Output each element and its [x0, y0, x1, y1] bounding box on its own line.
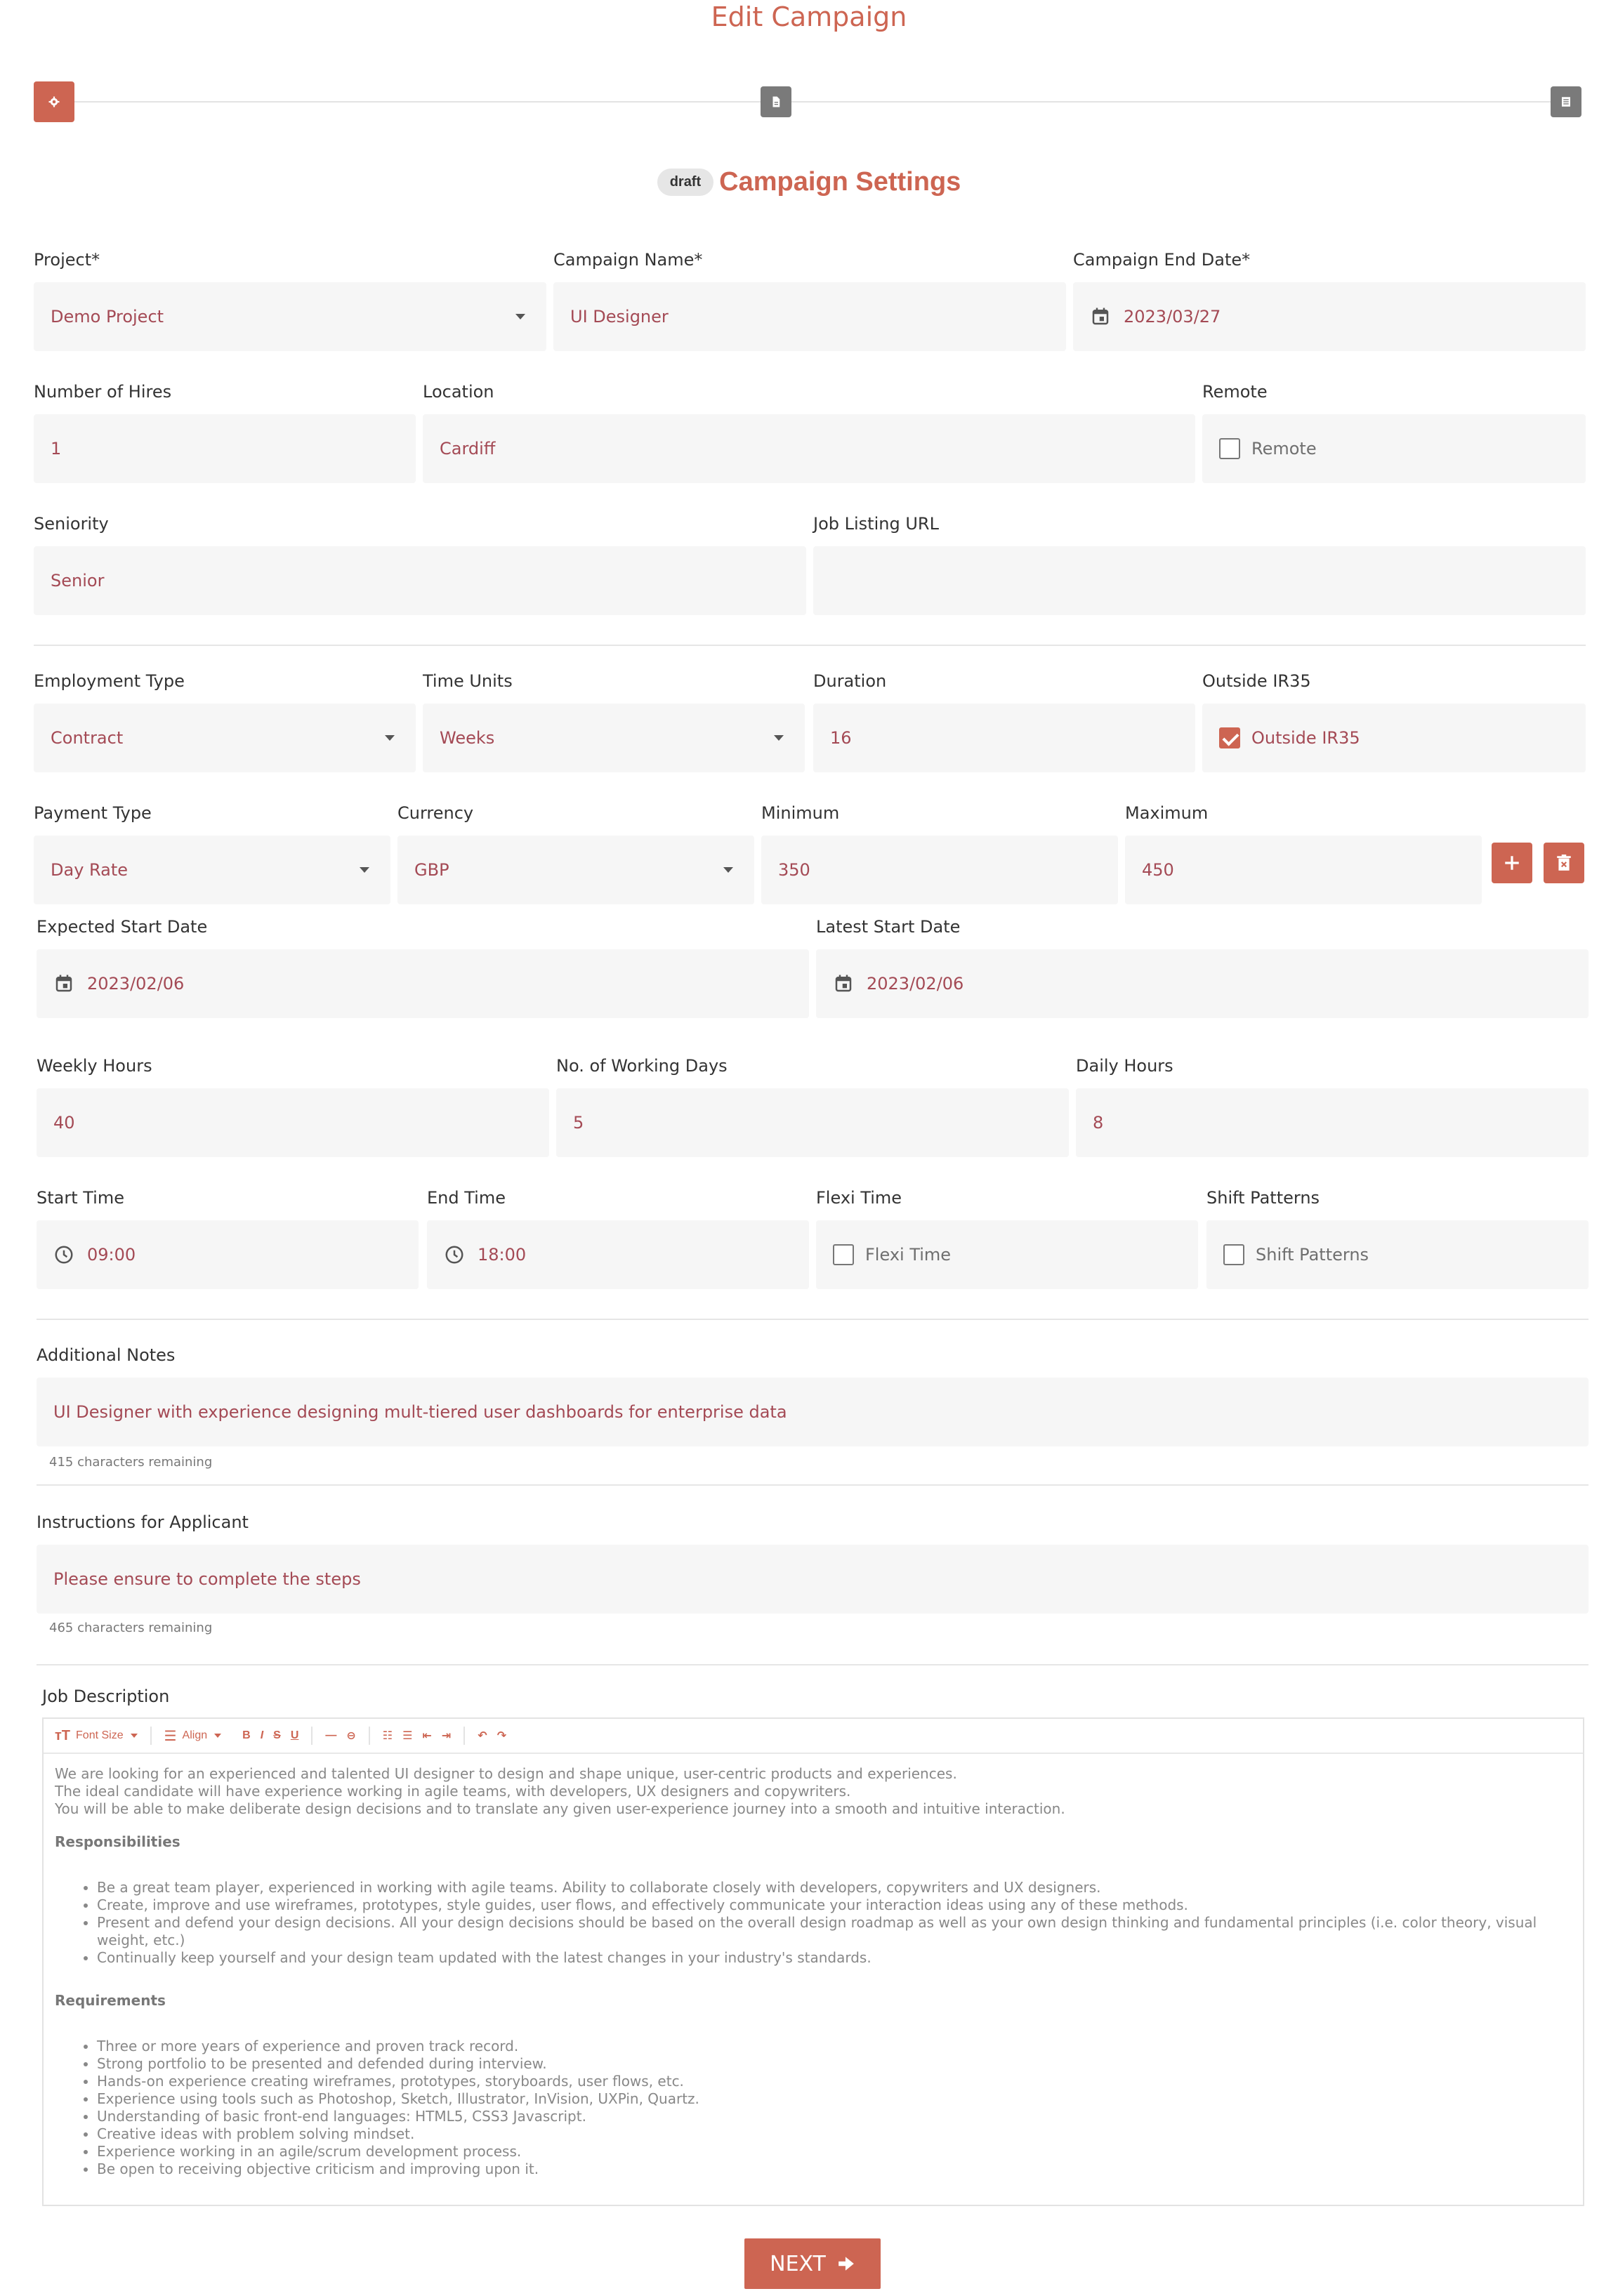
hires-value: 1 [51, 439, 62, 458]
duration-input[interactable] [813, 704, 1195, 772]
latest-start-value: 2023/02/06 [867, 974, 964, 994]
align-left-icon: ☰ [164, 1728, 177, 1744]
responsibilities-heading: Responsibilities [55, 1833, 180, 1850]
employment-type-value: Contract [51, 728, 124, 748]
instructions-value: Please ensure to complete the steps [53, 1569, 361, 1589]
toolbar-separator [369, 1727, 370, 1745]
notes-textarea[interactable] [37, 1378, 1589, 1446]
duration-label: Duration [813, 671, 887, 691]
end-date-value: 2023/03/27 [1124, 307, 1221, 326]
time-units-value: Weeks [440, 728, 495, 748]
end-time-label: End Time [427, 1188, 506, 1208]
chevron-down-icon [515, 314, 525, 319]
status-badge: draft [657, 169, 713, 196]
editor-toolbar [44, 1719, 1583, 1754]
chevron-down-icon [385, 735, 395, 741]
redo-icon[interactable]: ↷ [496, 1730, 507, 1742]
flexi-option-label: Flexi Time [865, 1245, 952, 1265]
list-item: • Continually keep yourself and your design team updated with the latest changes in your industry's standards. [97, 1949, 1572, 1967]
time-units-select[interactable] [423, 704, 805, 772]
divider [34, 645, 1586, 646]
delete-range-button[interactable] [1544, 843, 1584, 883]
employment-type-select[interactable] [34, 704, 416, 772]
instructions-remaining: 465 characters remaining [49, 1621, 213, 1635]
plus-icon [1503, 854, 1521, 872]
time-units-label: Time Units [423, 671, 513, 691]
intro-line: You will be able to make deliberate design decisions and to translate any given user-experience journey into a smooth and intuitive interaction. [55, 1800, 1065, 1817]
toolbar-separator [311, 1727, 313, 1745]
calendar-icon [833, 973, 854, 994]
bold-icon[interactable]: B [242, 1729, 251, 1741]
intro-line: The ideal candidate will have experience working in agile teams, with developers, UX designers and copywriters. [55, 1783, 851, 1800]
list-item: • Be a great team player, experienced in working with agile teams. Ability to collaborate closely with developers, copywriters and UX designers. [97, 1879, 1572, 1896]
editor-content[interactable] [44, 1754, 1583, 2189]
intro-line: We are looking for an experienced and talented UI designer to design and shape unique, user-centric products and experiences. [55, 1765, 957, 1782]
clock-icon [53, 1244, 74, 1265]
toolbar-separator [463, 1727, 465, 1745]
list-item: • Present and defend your design decisions. All your design decisions should be based on the overall design roadmap as well as your own design thinking and fundamental principles (i.e. color theory, visual weight, etc.) [97, 1914, 1572, 1949]
minimum-value: 350 [778, 860, 810, 880]
location-value: Cardiff [440, 439, 496, 458]
divider [37, 1664, 1589, 1665]
project-value: Demo Project [51, 307, 164, 326]
undo-icon[interactable]: ↶ [478, 1730, 487, 1742]
add-range-button[interactable] [1492, 843, 1532, 883]
arrow-right-icon [837, 2255, 855, 2273]
ir35-checkbox[interactable] [1202, 704, 1586, 772]
document-icon [770, 95, 782, 108]
currency-label: Currency [397, 803, 474, 823]
duration-value: 16 [830, 728, 852, 748]
step-list[interactable] [1551, 86, 1581, 117]
list-icon [1560, 95, 1572, 108]
align-label: Align [182, 1729, 208, 1741]
payment-type-value: Day Rate [51, 860, 129, 880]
notes-value: UI Designer with experience designing mult-tiered user dashboards for enterprise data [53, 1402, 787, 1422]
link-icon[interactable]: ⊖ [346, 1730, 356, 1742]
project-label: Project* [34, 250, 100, 270]
divider [37, 1319, 1589, 1320]
start-time-label: Start Time [37, 1188, 124, 1208]
horizontal-rule-icon[interactable]: — [325, 1729, 337, 1741]
end-date-label: Campaign End Date* [1073, 250, 1251, 270]
checkbox-checked[interactable] [1219, 727, 1240, 748]
font-size-icon: ᴛT [55, 1727, 71, 1743]
working-days-input[interactable] [556, 1088, 1069, 1157]
minimum-input[interactable] [761, 836, 1118, 904]
clock-icon [444, 1244, 465, 1265]
currency-value: GBP [414, 860, 449, 880]
ir35-option-label: Outside IR35 [1251, 728, 1360, 748]
campaign-name-input[interactable] [553, 282, 1066, 351]
list-item: • Create, improve and use wireframes, prototypes, style guides, user flows, and effectively communicate your interaction ideas using any of these methods. [97, 1896, 1572, 1914]
minimum-label: Minimum [761, 803, 840, 823]
shift-option-label: Shift Patterns [1256, 1245, 1369, 1265]
job-description-label: Job Description [42, 1687, 170, 1706]
start-time-input[interactable] [37, 1220, 419, 1289]
job-url-input[interactable] [813, 546, 1586, 615]
seniority-label: Seniority [34, 514, 109, 534]
list-item: • Creative ideas with problem solving mindset. [97, 2125, 1572, 2143]
shift-label: Shift Patterns [1206, 1188, 1320, 1208]
currency-select[interactable] [397, 836, 754, 904]
chevron-down-icon [723, 867, 733, 873]
chevron-down-icon [214, 1734, 221, 1738]
hires-label: Number of Hires [34, 382, 172, 402]
gear-icon [48, 95, 60, 108]
expected-start-input[interactable] [37, 949, 809, 1018]
weekly-hours-input[interactable] [37, 1088, 549, 1157]
working-days-label: No. of Working Days [556, 1056, 728, 1076]
end-time-input[interactable] [427, 1220, 809, 1289]
end-date-input[interactable] [1073, 282, 1586, 351]
maximum-input[interactable] [1125, 836, 1482, 904]
notes-remaining: 415 characters remaining [49, 1455, 213, 1470]
section-heading [0, 167, 1618, 197]
job-url-label: Job Listing URL [813, 514, 939, 534]
flexi-checkbox[interactable] [816, 1220, 1198, 1289]
campaign-name-value: UI Designer [570, 307, 669, 326]
latest-start-input[interactable] [816, 949, 1589, 1018]
daily-hours-value: 8 [1093, 1113, 1104, 1133]
strikethrough-icon[interactable]: S [273, 1729, 281, 1741]
list-item: • Experience using tools such as Photoshop, Sketch, Illustrator, InVision, UXPin, Quartz. [97, 2090, 1572, 2108]
list-item: • Three or more years of experience and proven track record. [97, 2038, 1572, 2055]
chevron-down-icon [360, 867, 369, 873]
italic-icon[interactable]: I [260, 1729, 264, 1741]
align-dropdown[interactable] [164, 1727, 222, 1745]
section-title: Campaign Settings [719, 167, 961, 197]
ir35-label: Outside IR35 [1202, 671, 1311, 691]
divider [37, 1484, 1589, 1486]
underline-icon[interactable]: U [290, 1729, 299, 1741]
chevron-down-icon [131, 1734, 138, 1738]
end-time-value: 18:00 [478, 1245, 527, 1265]
start-time-value: 09:00 [87, 1245, 136, 1265]
responsibilities-list [55, 1879, 1572, 1967]
checkbox-unchecked[interactable] [833, 1244, 854, 1265]
chevron-down-icon [774, 735, 784, 741]
list-item: • Strong portfolio to be presented and defended during interview. [97, 2055, 1572, 2073]
campaign-name-label: Campaign Name* [553, 250, 703, 270]
calendar-icon [53, 973, 74, 994]
outdent-icon[interactable]: ⇤ [422, 1730, 432, 1742]
next-button[interactable] [744, 2238, 881, 2289]
daily-hours-input[interactable] [1076, 1088, 1589, 1157]
shift-checkbox[interactable] [1206, 1220, 1589, 1289]
toolbar-separator [150, 1727, 152, 1745]
weekly-hours-value: 40 [53, 1113, 75, 1133]
next-label: NEXT [770, 2251, 826, 2276]
list-item: • Experience working in an agile/scrum development process. [97, 2143, 1572, 2160]
list-item: • Be open to receiving objective criticism and improving upon it. [97, 2160, 1572, 2178]
location-label: Location [423, 382, 494, 402]
latest-start-label: Latest Start Date [816, 917, 961, 937]
step-document[interactable] [761, 86, 791, 117]
list-item: • Understanding of basic front-end languages: HTML5, CSS3 Javascript. [97, 2108, 1572, 2125]
daily-hours-label: Daily Hours [1076, 1056, 1173, 1076]
font-size-label: Font Size [76, 1729, 124, 1741]
remote-option-label: Remote [1251, 439, 1317, 458]
trash-icon [1555, 854, 1573, 872]
employment-type-label: Employment Type [34, 671, 185, 691]
checkbox-unchecked[interactable] [1219, 438, 1240, 459]
flexi-label: Flexi Time [816, 1188, 902, 1208]
payment-type-label: Payment Type [34, 803, 152, 823]
checkbox-unchecked[interactable] [1223, 1244, 1244, 1265]
stepper-line [56, 101, 1566, 103]
calendar-icon [1090, 306, 1111, 327]
rich-text-editor[interactable] [42, 1717, 1584, 2206]
requirements-list [55, 2038, 1572, 2178]
hires-input[interactable] [34, 414, 416, 483]
seniority-input[interactable] [34, 546, 806, 615]
page-title: Edit Campaign [711, 1, 907, 32]
remote-label: Remote [1202, 382, 1268, 402]
notes-label: Additional Notes [37, 1345, 176, 1365]
font-size-dropdown[interactable] [55, 1728, 138, 1744]
weekly-hours-label: Weekly Hours [37, 1056, 152, 1076]
instructions-label: Instructions for Applicant [37, 1512, 249, 1532]
payment-type-select[interactable] [34, 836, 390, 904]
indent-icon[interactable]: ⇥ [441, 1730, 452, 1742]
requirements-heading: Requirements [55, 1992, 166, 2009]
expected-start-label: Expected Start Date [37, 917, 208, 937]
bullet-list-icon[interactable]: ☷ [382, 1730, 393, 1742]
maximum-value: 450 [1142, 860, 1174, 880]
remote-checkbox[interactable] [1202, 414, 1586, 483]
working-days-value: 5 [573, 1113, 584, 1133]
expected-start-value: 2023/02/06 [87, 974, 185, 994]
location-input[interactable] [423, 414, 1195, 483]
numbered-list-icon[interactable]: ☰ [402, 1730, 413, 1742]
instructions-textarea[interactable] [37, 1545, 1589, 1614]
step-settings[interactable] [34, 81, 74, 122]
maximum-label: Maximum [1125, 803, 1209, 823]
project-select[interactable] [34, 282, 546, 351]
seniority-value: Senior [51, 571, 105, 591]
list-item: • Hands-on experience creating wireframes, prototypes, storyboards, user flows, etc. [97, 2073, 1572, 2090]
